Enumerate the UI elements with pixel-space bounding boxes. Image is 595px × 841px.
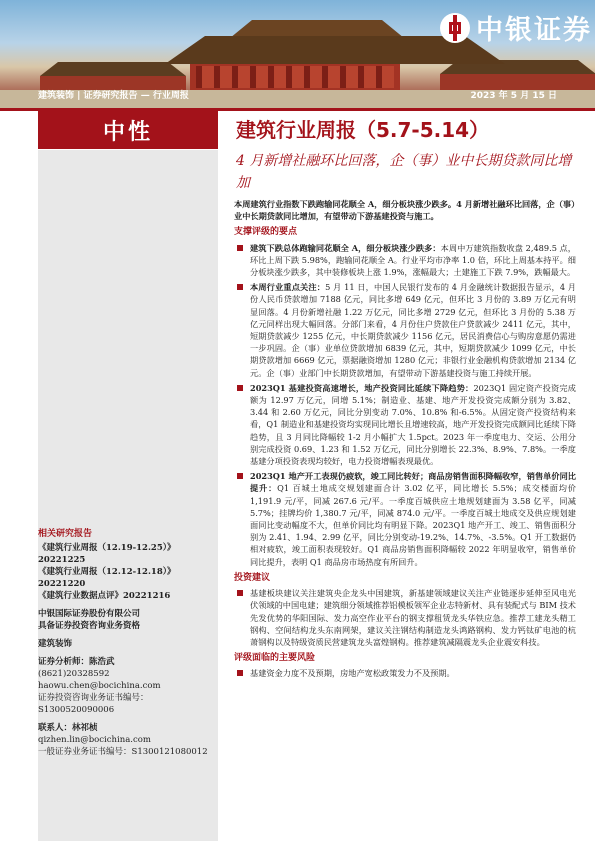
bullet-lead: 本周行业重点关注：: [250, 282, 326, 293]
bullet-item: [234, 281, 576, 379]
bullet-item: [234, 587, 576, 648]
report-category: 建筑装饰 | 证券研究报告 — 行业周报: [38, 91, 189, 101]
bullet-item: [234, 667, 576, 679]
bullet-item: [234, 470, 576, 568]
report-subtitle: 4 月新增社融环比回落，企（事）业中长期贷款同比增加: [236, 153, 572, 191]
bullet-item: [234, 382, 576, 467]
section-heading-key-points: 支撑评级的要点: [234, 227, 298, 238]
brand-name: 中银证券: [476, 15, 592, 46]
report-date: 2023 年 5 月 15 日: [470, 91, 557, 101]
analyst-email[interactable]: haowu.chen@bocichina.com: [38, 681, 161, 691]
bullet-text: Q1 百城土地成交规划建面合计 3.02 亿平，同比增长 5.5%；成交楼面均价 1,191.9 元/平，同减 267.6 元/平。一季度百城供应土地规划建面为 3.58 亿平，同减 5.7%；挂牌均价 1,380.7 元/平，同减 874.0 元/平。一季度百城土地成交及供应规划建面同比变动幅度不大，但单价同比均有明显下降。2023Q1 地产开工、竣工、销售面积分别为 2.41、1.94、2.99 亿平，同比分别变动-19.2%、14.7%、-3.5%。Q1 开工数据仍相对疲软，竣工面积表现较好。Q1 商品房销售面积降幅较 2022 年明显收窄，销售单价同比提升，表明 Q1 商品房市场热度有所回升。: [250, 483, 576, 567]
header-banner: [0, 0, 595, 108]
bullet-text: 5 月 11 日，中国人民银行发布的 4 月金融统计数据报告显示，4 月份人民币贷款增加 7188 亿元，同比多增 649 亿元，但环比 3 月份的 3.89 万亿元有明显回落。4 月份新增社融 1.22 万亿元，同比多增 2729 亿元，但环比 3 月份的 5.38 万亿元同样出现大幅回落。分部门来看，4 月份住户贷款住户贷款减少 2411 亿元，其中，短期贷款减少 1255 亿元，中长期贷款减少 1156 亿元，居民消费信心与购房意愿仍需进一步巩固。企（事）业单位贷款增加 6839 亿元，其中，短期贷款减少 1099 亿元，中长期贷款增加 6669 亿元，票据融资增加 1280 亿元；非银行业金融机构贷款增加 2134 亿元。企（事）业部门中长期贷款增加，有望带动下游基建投资与施工持续开展。: [250, 282, 576, 378]
bullet-lead: 2023Q1 地产开工表现仍疲软，竣工同比转好；商品房销售面积降幅收窄，销售单价同比提升：: [250, 471, 576, 494]
report-title: 建筑行业周报（5.7-5.14）: [236, 118, 490, 142]
invest-list: [234, 587, 576, 648]
related-report[interactable]: 《建筑行业周报（12.19-12.25）》20221225: [38, 543, 176, 565]
contact-name: 联系人：林祁桢: [38, 723, 98, 733]
risk-list: [234, 667, 576, 679]
bullet-item: [234, 242, 576, 279]
palace-columns: [196, 66, 394, 88]
bullet-text: 2023Q1 固定资产投资完成额为 12.97 万亿元，同增 5.1%；制造业、基建、地产开发投资完成额分别为 3.82、3.44 和 2.60 万亿元，同比分别变动 7.0%、10.8% 和-6.5%。从固定资产投资结构来看，Q1 制造业和基建投资均实现同比增长且增速较高，地产开发投资完成额同比延续下降趋势，且 3 月同比降幅较 1-2 月小幅扩大 1.5pct。2023 年一季度电力、交运、公用分别完成投资 0.69、1.23 和 1.52 万亿元，同比分别增长 22.3%、8.9%、7.8%。一季度基建分项投资表现均较好，电力投资增幅表现最优。: [250, 382, 576, 467]
industry-label: 建筑装饰: [38, 639, 73, 649]
bullet-text: 基建板块建议关注建筑央企龙头中国建筑，新基建领域建议关注产业链逐步延伸至风电光伏领域的中国电建；建筑细分领域推荐铝模板领军企业志特新材、具有装配式与 BIM 技术先发优势的华阳国际、发力高空作业平台的钢支撑租赁龙头华铁应急。推荐工建龙头精工钢构、空间结构龙头东南网架，建议关注钢结构制造龙头鸿路钢构、发力钙钛矿电池的杭萧钢构以及特级资质民营建筑龙头富煌钢构。推荐建筑减隔震龙头企业震安科技。: [250, 588, 576, 647]
bullet-lead: 建筑下跌总体跑输同花顺全 A，细分板块涨少跌多：: [250, 242, 441, 253]
building-roof-left: [40, 62, 186, 76]
contact-email[interactable]: qizhen.lin@bocichina.com: [38, 735, 151, 745]
boc-logo-icon: [440, 13, 470, 43]
section-heading-invest: 投资建议: [234, 572, 271, 583]
company-name: 中银国际证券股份有限公司: [38, 609, 141, 619]
key-points-list: [234, 242, 576, 568]
related-reports-heading: 相关研究报告: [38, 529, 93, 539]
contact-cert: 一般证券业务证书编号：S1300121080012: [38, 747, 208, 757]
bullet-text: 基建资金力度不及预期，房地产宽松政策发力不及预期。: [250, 668, 455, 679]
section-heading-risk: 评级面临的主要风险: [234, 653, 316, 664]
summary: 本周建筑行业指数下跌跑输同花顺全 A，细分板块涨少跌多。4 月新增社融环比回落，企（事）业中长期贷款同比增加，有望带动下游基建投资与施工。: [234, 199, 576, 222]
rating-badge: 中性: [38, 111, 218, 149]
sidebar-info: [38, 528, 218, 758]
analyst-phone: (8621)20328592: [38, 669, 110, 679]
bullet-text: 本周中万建筑指数收盘 2,489.5 点，环比上周下跌 5.98%，跑输同花顺全 A。行业平均市净率 1.0 倍，环比上周基本持平。细分板块涨少跌多，其中装修板块上涨 1.9%，涨幅最大；土建施工下跌 7.9%，跌幅最大。: [250, 242, 576, 278]
brand-logo: [440, 8, 592, 47]
related-report[interactable]: 《建筑行业数据点评》20221216: [38, 591, 171, 601]
analyst-cert: 证券投资咨询业务证书编号：S1300520090006: [38, 693, 149, 715]
analyst-name: 证券分析师：陈浩武: [38, 657, 115, 667]
bullet-lead: 2023Q1 基建投资高速增长，地产投资同比延续下降趋势：: [250, 382, 474, 393]
main-content: [234, 198, 576, 683]
company-qualification: 具备证券投资咨询业务资格: [38, 621, 141, 631]
related-report[interactable]: 《建筑行业周报（12.12-12.18）》20221220: [38, 567, 176, 589]
